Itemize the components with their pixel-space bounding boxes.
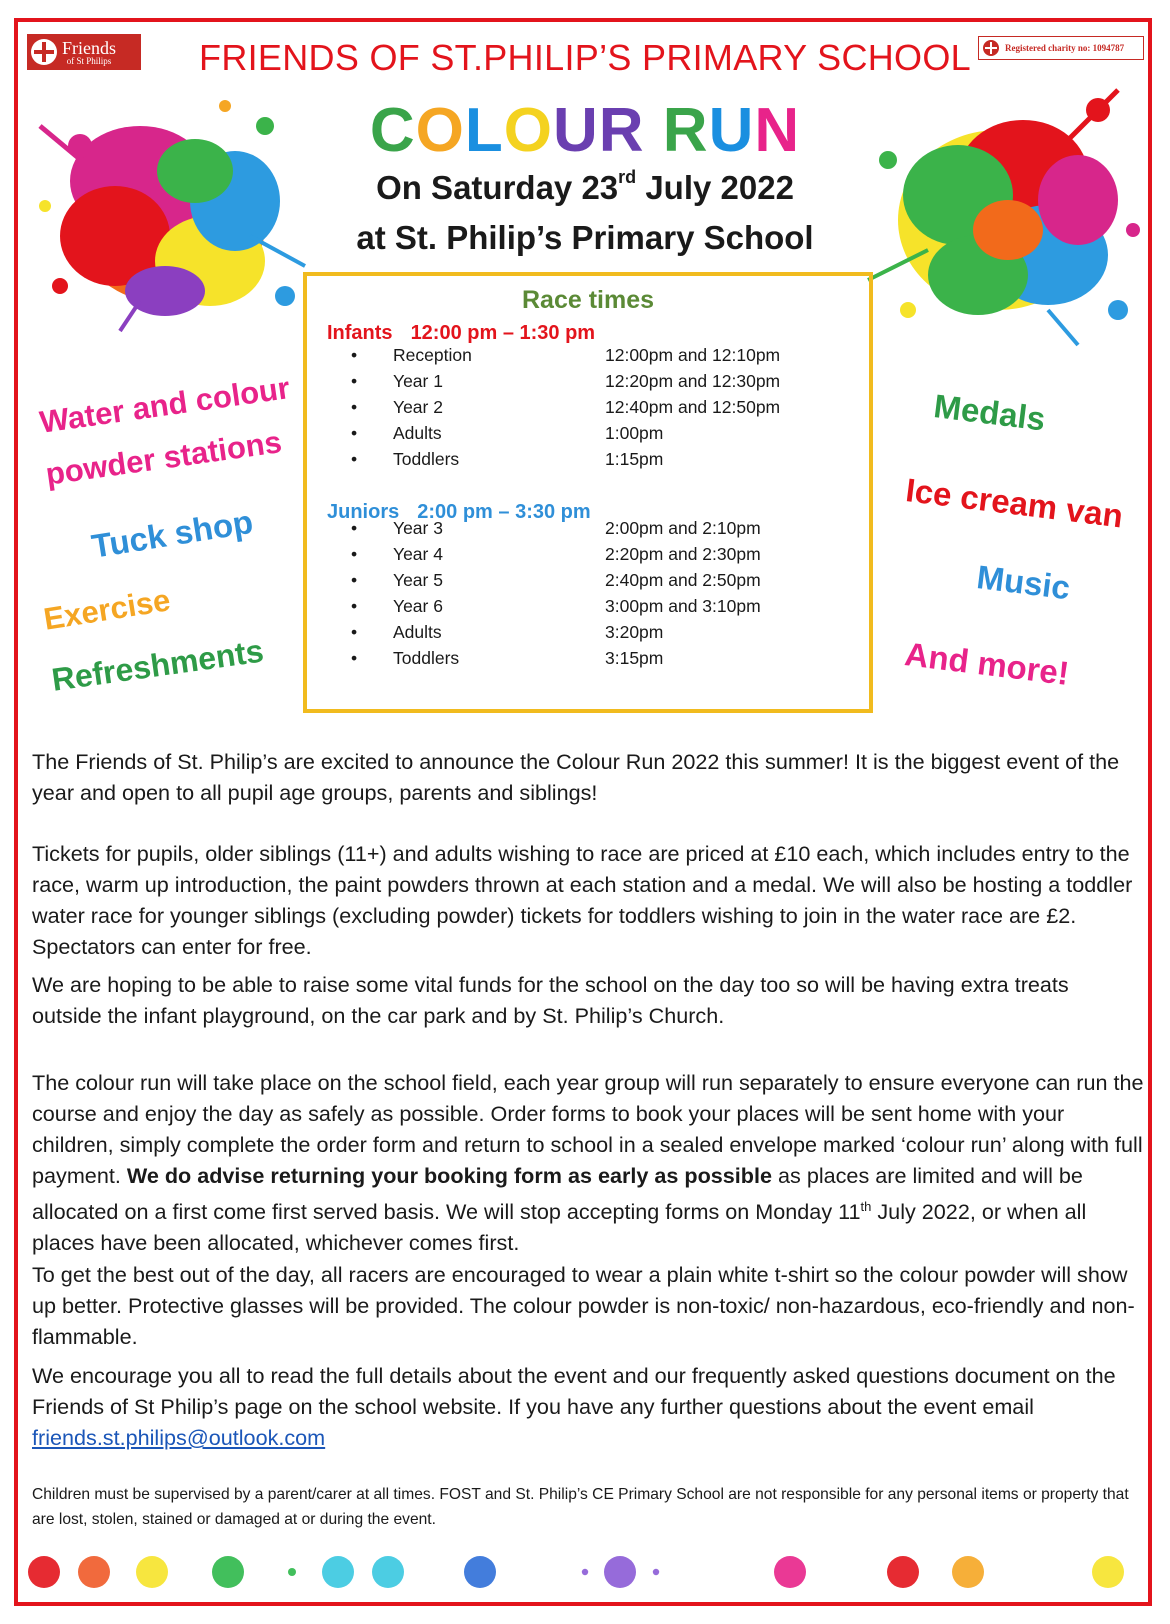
race-row [351, 345, 851, 371]
promo-and-more: And more! [902, 635, 1072, 692]
race-group-name: Reception [393, 345, 472, 365]
color-dot [322, 1556, 354, 1588]
logo-line-2: of St Philips [66, 55, 112, 66]
race-group-name: Adults [393, 622, 442, 642]
bullet: • [351, 397, 358, 417]
race-group-time: 2:40pm and 2:50pm [605, 570, 761, 590]
race-group-name: Year 3 [393, 518, 443, 538]
race-group-time: 2:00pm and 2:10pm [605, 518, 761, 538]
bullet: • [351, 449, 358, 469]
paragraph-intro: The Friends of St. Philip’s are excited to announce the Colour Run 2022 this summer! It is the biggest event of the year and open to all pupil age groups, parents and siblings! [32, 749, 1120, 805]
promo-medals: Medals [931, 387, 1048, 438]
race-row [351, 423, 851, 449]
color-dot [653, 1569, 659, 1575]
bullet: • [351, 544, 358, 564]
tickets-paragraph [32, 838, 1144, 962]
race-group-name: Toddlers [393, 648, 460, 668]
juniors-time-range: 2:00 pm – 3:30 pm [417, 501, 591, 523]
details-date-sup: th [860, 1199, 872, 1214]
race-times-box [303, 272, 873, 713]
race-group-time: 3:00pm and 3:10pm [605, 596, 761, 616]
race-row [351, 622, 851, 648]
event-title-letter: C [369, 96, 416, 165]
race-group-time: 1:15pm [605, 449, 664, 469]
event-title-letter: R [598, 96, 645, 165]
race-row [351, 544, 851, 570]
color-dot [952, 1556, 984, 1588]
color-dot [1092, 1556, 1124, 1588]
race-group-time: 12:00pm and 12:10pm [605, 345, 781, 365]
details-paragraph [32, 1067, 1144, 1258]
promo-ice-cream-van: Ice cream van [903, 471, 1126, 535]
infants-time-range: 12:00 pm – 1:30 pm [410, 322, 596, 344]
color-dot [464, 1556, 496, 1588]
race-group-time: 2:20pm and 2:30pm [605, 544, 761, 564]
color-dot [288, 1568, 296, 1576]
race-group-name: Year 1 [393, 371, 443, 391]
race-row [351, 371, 851, 397]
logo-line-1: Friends [62, 37, 116, 58]
color-dot [582, 1569, 588, 1575]
promo-refreshments: Refreshments [49, 632, 266, 698]
details-text-a: The colour run will take place on the school field, each year group will run separately to ensure everyone can run the course and enjoy the day as safely as possible. Order forms to book your places will be sent home with your children, simply complete the order form and return to school in a sealed envelope marked ‘colour run’ along with full payment. [32, 1070, 1144, 1188]
bullet: • [351, 345, 358, 365]
race-row [351, 397, 851, 423]
contact-paragraph [32, 1360, 1144, 1453]
charity-number: Registered charity no: 1094787 [1005, 43, 1125, 53]
promo-tuck-shop: Tuck shop [89, 502, 256, 565]
school-title: FRIENDS OF ST.PHILIP’S PRIMARY SCHOOL [199, 37, 971, 78]
event-venue: at St. Philip’s Primary School [356, 219, 814, 256]
race-row [351, 570, 851, 596]
paint-splash-left [20, 86, 310, 336]
contact-text: We encourage you all to read the full details about the event and our frequently asked questions document on the Friends of St Philip’s page on the school website. If you have any further questions about the event email [32, 1363, 1116, 1419]
color-dot [212, 1556, 244, 1588]
race-row [351, 648, 851, 674]
infants-label: Infants [327, 322, 393, 344]
promo-music: Music [974, 558, 1073, 607]
bullet: • [351, 622, 358, 642]
date-suffix-sup: rd [618, 167, 637, 187]
bullet: • [351, 596, 358, 616]
details-bold-advice: We do advise returning your booking form as early as possible [126, 1163, 773, 1188]
details-text-b: as places are limited and will be allocated on a first come first served basis. We will stop accepting forms on Monday 11 [32, 1163, 1083, 1225]
date-prefix: On Saturday 23 [376, 169, 619, 206]
event-title-letter: U [708, 96, 755, 165]
event-title-letter: O [503, 96, 553, 165]
race-group-name: Year 4 [393, 544, 443, 564]
disclaimer: Children must be supervised by a parent/carer at all times. FOST and St. Philip’s CE Primary School are not responsible for any personal items or property that are lost, stolen, stained or damaged at or during the event. [32, 1486, 1129, 1528]
race-group-name: Year 6 [393, 596, 443, 616]
paint-splash-right [848, 80, 1148, 350]
color-dot [28, 1556, 60, 1588]
race-group-time: 3:20pm [605, 622, 664, 642]
juniors-label: Juniors [327, 501, 400, 523]
decorative-dots [0, 1548, 1170, 1598]
bullet: • [351, 518, 358, 538]
event-title-letter: N [754, 96, 801, 165]
clothing-paragraph [32, 1259, 1144, 1352]
promo-water-line-2: powder stations [43, 424, 284, 492]
race-group-time: 1:00pm [605, 423, 664, 443]
race-group-time: 12:40pm and 12:50pm [605, 397, 781, 417]
event-title-letter [645, 94, 663, 168]
intro-paragraph [32, 746, 1144, 808]
bullet: • [351, 423, 358, 443]
details-text-c: July 2022, or when all places have been allocated, whichever comes first. [32, 1199, 1087, 1256]
race-group-name: Toddlers [393, 449, 460, 469]
promo-water-line-1: Water and colour [37, 370, 292, 440]
color-dot [774, 1556, 806, 1588]
bullet: • [351, 371, 358, 391]
color-dot [136, 1556, 168, 1588]
email-link[interactable]: friends.st.philips@outlook.com [32, 1425, 326, 1450]
paragraph-funds: We are hoping to be able to raise some vital funds for the school on the day too so will be having extra treats outside the infant playground, on the car park and by St. Philip’s Church. [32, 972, 1069, 1028]
color-dot [372, 1556, 404, 1588]
color-dot [78, 1556, 110, 1588]
race-row [351, 449, 851, 475]
bullet: • [351, 570, 358, 590]
race-group-name: Year 5 [393, 570, 443, 590]
race-group-time: 12:20pm and 12:30pm [605, 371, 781, 391]
event-title-letter: U [552, 96, 599, 165]
paragraph-clothing: To get the best out of the day, all racers are encouraged to wear a plain white t-shirt so the colour powder will show up better. Protective glasses will be provided. The colour powder is non-toxic/ non-hazardous, eco-friendly and non-flammable. [32, 1262, 1135, 1349]
bullet: • [351, 648, 358, 668]
race-group-time: 3:15pm [605, 648, 664, 668]
funds-paragraph [32, 969, 1144, 1031]
race-row [351, 518, 851, 544]
date-month-year: July 2022 [636, 169, 794, 206]
infants-heading [327, 322, 595, 345]
color-dot [887, 1556, 919, 1588]
event-title-letter: R [662, 96, 709, 165]
event-title-letter: L [464, 96, 504, 165]
race-times-title: Race times [521, 286, 655, 314]
paragraph-tickets: Tickets for pupils, older siblings (11+) and adults wishing to race are priced at £10 each, which includes entry to the race, warm up introduction, the paint powders thrown at each station and a medal. We will also be hosting a toddler water race for younger siblings (excluding powder) tickets for toddlers wishing to join in the water race are £2. Spectators can enter for free. [32, 841, 1133, 959]
event-title-letter: O [415, 96, 465, 165]
race-group-name: Adults [393, 423, 442, 443]
color-dot [604, 1556, 636, 1588]
race-row [351, 596, 851, 622]
promo-exercise: Exercise [41, 582, 173, 637]
race-group-name: Year 2 [393, 397, 443, 417]
